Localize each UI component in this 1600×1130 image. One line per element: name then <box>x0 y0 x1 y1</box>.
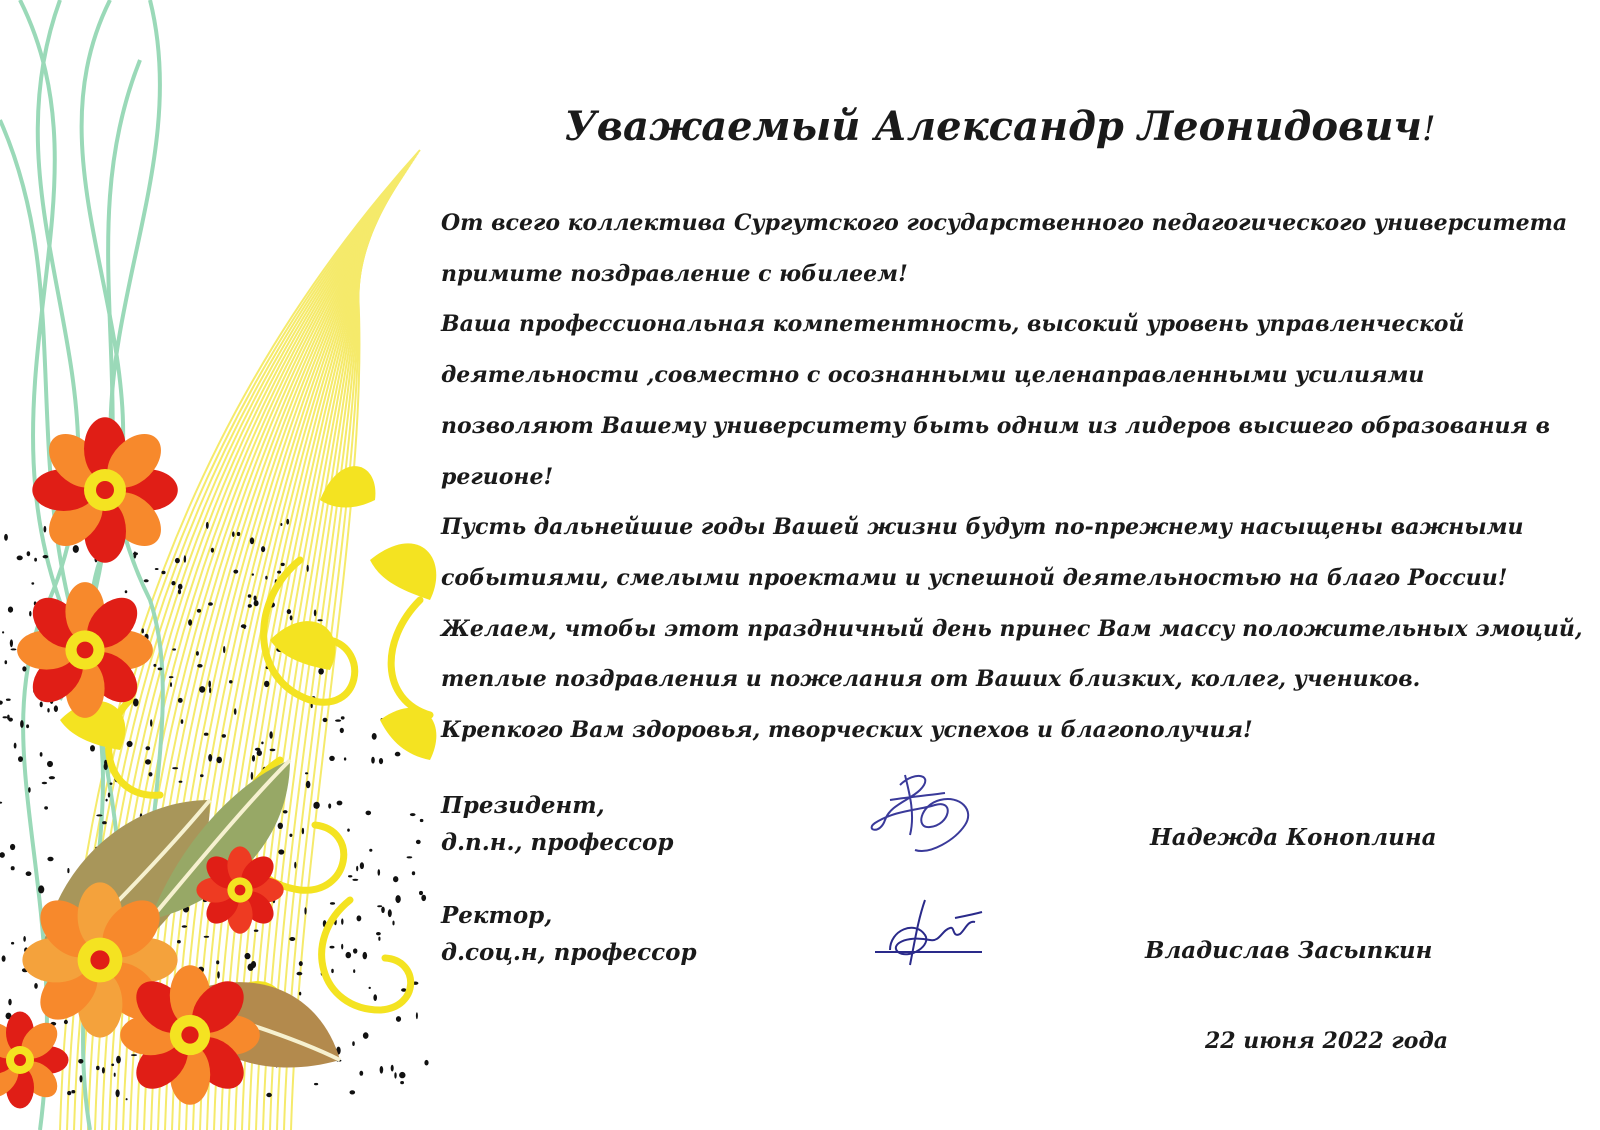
rector-title <box>441 897 697 971</box>
body-line: позволяют Вашему университету быть одним из лидеров высшего образования в <box>441 412 1551 439</box>
body-line: Ваша профессиональная компетентность, высокий уровень управленческой <box>441 311 1465 338</box>
rector-signature <box>870 890 990 980</box>
president-signature <box>860 765 990 865</box>
signatory-degree: д.соц.н, профессор <box>441 939 697 966</box>
body-line: От всего коллектива Сургутского государственного педагогического университета <box>441 210 1568 236</box>
body-line: деятельности ,совместно с осознанными целенаправленными усилиями <box>441 362 1425 389</box>
body-line: Желаем, чтобы этот праздничный день принес Вам массу положительных эмоций, <box>441 615 1583 642</box>
salutation-punct: ! <box>1422 109 1436 149</box>
letter-date: 22 июня 2022 года <box>1205 1028 1448 1054</box>
rector-name: Владислав Засыпкин <box>1145 937 1433 964</box>
signatory-degree: д.п.н., профессор <box>441 829 674 856</box>
body-line: Крепкого Вам здоровья, творческих успехов и благополучия! <box>441 717 1253 744</box>
body-line: регионе! <box>441 463 554 490</box>
salutation <box>560 103 1440 150</box>
signatory-position: Президент, <box>441 792 605 819</box>
signatory-position: Ректор, <box>441 902 553 929</box>
body-line: событиями, смелыми проектами и успешной деятельностью на благо России! <box>441 564 1508 591</box>
body-line: примите поздравление с юбилеем! <box>441 260 908 287</box>
body-line: теплые поздравления и пожелания от Ваших близких, коллег, учеников. <box>441 666 1421 693</box>
president-signature-stroke <box>872 775 969 851</box>
salutation-name: Уважаемый Александр Леонидович <box>564 103 1422 150</box>
rector-signature-stroke <box>875 900 982 965</box>
president-title <box>441 787 673 861</box>
president-name: Надежда Коноплина <box>1150 824 1437 851</box>
letter-body <box>441 198 1583 756</box>
body-line: Пусть дальнейшие годы Вашей жизни будут по-прежнему насыщены важными <box>441 514 1524 541</box>
